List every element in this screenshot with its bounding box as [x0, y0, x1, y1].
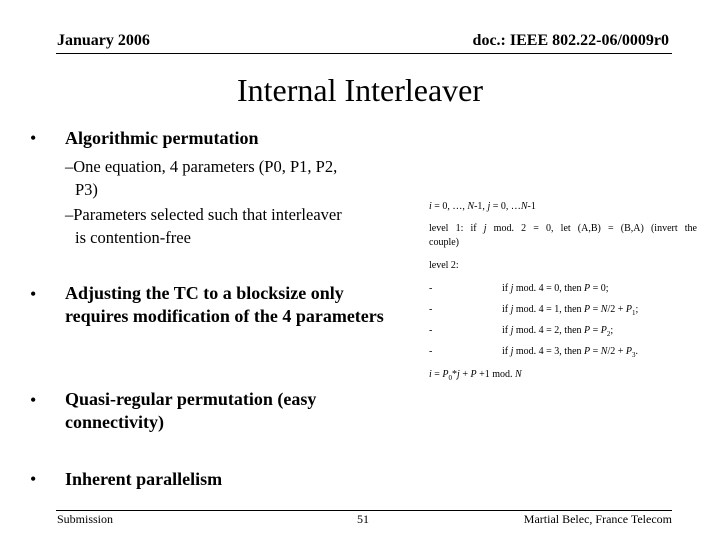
sub-item-equation	[65, 155, 395, 201]
sub-item-parameters-line1: –Parameters selected such that interleaver	[65, 205, 342, 224]
bullet-adjusting-tc: Adjusting the TC to a blocksize only requires modification of the 4 parameters	[65, 283, 384, 326]
level2-rule-3: if j mod. 4 = 3, then $P = N/2 + P_3$.	[502, 346, 638, 359]
header-date: January 2006	[57, 32, 150, 49]
sub-item-equation-line1: –One equation, 4 parameters (P0, P1, P2,	[65, 157, 338, 176]
sub-item-parameters	[65, 203, 395, 249]
interleaver-formula: $i = P_0*j + P +1$ mod. N	[429, 369, 522, 382]
bullet-quasi-regular: Quasi-regular permutation (easy connectivity)	[65, 389, 317, 432]
footer-author: Martial Belec, France Telecom	[523, 512, 672, 526]
footer-submission: Submission	[57, 512, 114, 526]
bullet-marker: •	[30, 128, 37, 148]
bullet-marker: •	[30, 390, 37, 410]
header-divider	[56, 53, 672, 54]
sub-item-equation-line2: P3)	[75, 180, 98, 199]
bullet-algorithmic-permutation: Algorithmic permutation	[65, 128, 259, 148]
level2-rule-1: if j mod. 4 = 1, then $P = N/2 + P_1$;	[502, 304, 639, 317]
bullet-marker: •	[30, 284, 37, 304]
footer-page-number: 51	[357, 512, 369, 526]
rule-dash: -	[429, 283, 433, 294]
level1-rule: level 1: if j mod. 2 = 0, let (A,B) = (B,A) (invert the	[429, 223, 697, 234]
sub-item-parameters-line2: is contention-free	[75, 228, 191, 247]
level2-label: level 2:	[429, 260, 459, 271]
level2-rule-0: if j mod. 4 = 0, then P = 0;	[502, 283, 609, 294]
rule-dash: -	[429, 325, 433, 336]
level2-rule-2: if j mod. 4 = 2, then $P = P_2$;	[502, 325, 614, 338]
header-doc-id: doc.: IEEE 802.22-06/0009r0	[472, 32, 669, 49]
rule-dash: -	[429, 304, 433, 315]
index-range: i = 0, …, N-1, j = 0, …N-1	[429, 201, 536, 212]
rule-dash: -	[429, 346, 433, 357]
bullet-marker: •	[30, 469, 37, 489]
slide-title: Internal Interleaver	[236, 72, 484, 108]
bullet-inherent-parallelism: Inherent parallelism	[65, 469, 223, 489]
footer-divider	[56, 510, 672, 511]
level1-rule-cont: couple)	[429, 237, 459, 248]
